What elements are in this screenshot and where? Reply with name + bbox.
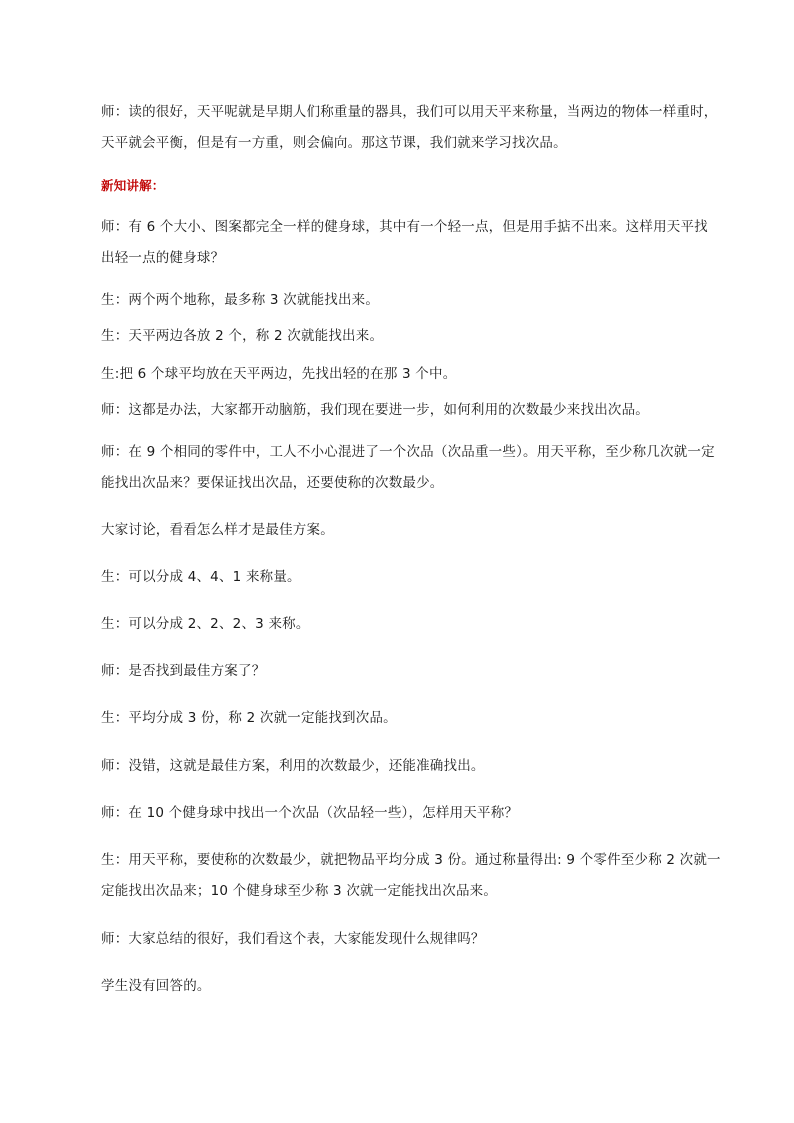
paragraph-student-answer-1: 生：两个两个地称，最多称 3 次就能找出来。	[101, 292, 380, 308]
paragraph-student-answer-2: 生：天平两边各放 2 个，称 2 次就能找出来。	[101, 328, 384, 344]
paragraph-teacher-six-balls: 师：有 6 个大小、图案都完全一样的健身球，其中有一个轻一点，但是用手掂不出来。这样用天平找出轻一点的健身球？	[101, 219, 708, 266]
paragraph-teacher-confirm: 师：没错，这就是最佳方案，利用的次数最少，还能准确找出。	[101, 758, 485, 774]
paragraph-teacher-nine-parts: 师：在 9 个相同的零件中，工人不小心混进了一个次品（次品重一些）。用天平称，至少称几次就一定能找出次品来？要保证找出次品，还要使称的次数最少。	[101, 444, 715, 491]
paragraph-teacher-table: 师：大家总结的很好，我们看这个表，大家能发现什么规律吗？	[101, 931, 485, 947]
paragraph-student-summary: 生：用天平称，要使称的次数最少，就把物品平均分成 3 份。通过称量得出: 9 个零件至少称 2 次就一定能找出次品来；10 个健身球至少称 3 次就一定能找出次品来。	[101, 852, 721, 899]
paragraph-no-answer: 学生没有回答的。	[101, 978, 211, 994]
paragraph-teacher-intro: 师：读的很好，天平呢就是早期人们称重量的器具，我们可以用天平来称量，当两边的物体一样重时，天平就会平衡，但是有一方重，则会偏向。那这节课，我们就来学习找次品。	[101, 104, 718, 151]
paragraph-teacher-best-plan: 师：是否找到最佳方案了？	[101, 663, 266, 679]
paragraph-student-answer-3: 生:把 6 个球平均放在天平两边，先找出轻的在那 3 个中。	[101, 366, 457, 382]
paragraph-discussion: 大家讨论，看看怎么样才是最佳方案。	[101, 522, 334, 538]
paragraph-student-2223: 生：可以分成 2、2、2、3 来称。	[101, 616, 310, 632]
paragraph-teacher-ten-balls: 师：在 10 个健身球中找出一个次品（次品轻一些），怎样用天平称？	[101, 805, 519, 821]
paragraph-teacher-further: 师：这都是办法，大家都开动脑筋，我们现在要进一步，如何利用的次数最少来找出次品。	[101, 402, 649, 418]
section-heading-new-knowledge: 新知讲解：	[101, 178, 165, 193]
paragraph-student-441: 生：可以分成 4、4、1 来称量。	[101, 569, 301, 585]
paragraph-student-three-parts: 生：平均分成 3 份，称 2 次就一定能找到次品。	[101, 710, 397, 726]
